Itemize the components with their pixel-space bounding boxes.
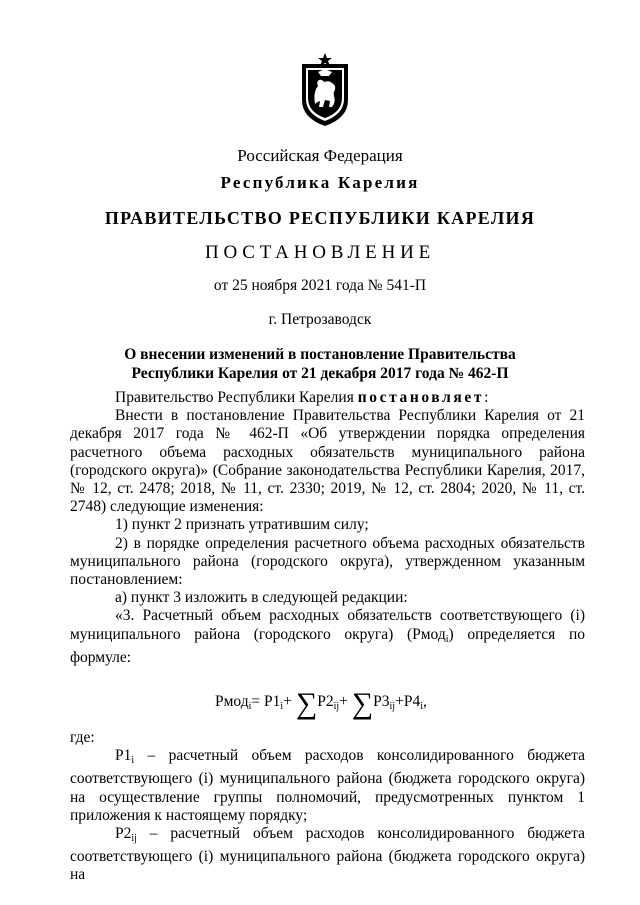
formula-eq: = Р1 <box>251 693 281 711</box>
document-city: г. Петрозаводск <box>268 311 372 328</box>
paragraph-item-2: 2) в порядке определения расчетного объема расходных обязательств муниципального района (городского округа), утвержденном указанным постановлением: <box>70 534 585 589</box>
clause-text-end: ) определяется по формуле: <box>70 625 585 666</box>
document-date: от 25 ноября 2021 года № 541-П <box>213 277 427 294</box>
paragraph-item-a: а) пункт 3 изложить в следующей редакции: <box>115 589 408 607</box>
definition-term: Р1 <box>115 747 132 765</box>
colon: : <box>484 389 489 406</box>
paragraph-amend: Внести в постановление Правительства Республики Карелия от 21 декабря 2017 года № 462-П «Об утверждении порядка определения расчетного объема расходных обязательств муниципального района (городского округа)» (Собрание законодательства Республики Карелия, 2017, № 12, ст. 2478; 2018, № 11, ст. 2330; 2019, № 12, ст. 2804; 2020, № 11, ст. 2748) следующие изменения: <box>70 407 585 516</box>
formula-term: +Р4 <box>395 693 421 711</box>
where-label: где: <box>70 729 95 747</box>
formula-term: Р2 <box>317 693 334 711</box>
definition-p1 <box>70 747 585 825</box>
resolves-word: постановляет <box>357 389 485 406</box>
paragraph-text: Правительство Республики Карелия <box>115 389 358 406</box>
paragraph-resolves <box>70 389 585 407</box>
government-name: ПРАВИТЕЛЬСТВО РЕСПУБЛИКИ КАРЕЛИЯ <box>104 208 536 228</box>
document-body <box>70 389 585 885</box>
sum-sign: ∑ <box>295 687 318 721</box>
title-line-1: О внесении изменений в постановление Правительства <box>124 346 516 363</box>
formula-sub: i <box>280 701 284 713</box>
formula-expression <box>215 689 427 719</box>
definition-sub: ij <box>131 833 137 845</box>
definition-text: – расчетный объем расходов консолидированного бюджета соответствующего (i) муниципального района (бюджета городского округа) на осуществление группы полномочий, предусмотренных пунктом 1 приложения к настоящему порядку; <box>70 747 585 824</box>
formula-sub: i <box>420 701 423 713</box>
definition-p2 <box>70 825 585 885</box>
formula-end: , <box>423 693 427 711</box>
paragraph-clause-3 <box>70 607 585 667</box>
definition-sub: i <box>131 755 135 767</box>
formula-term: Р3 <box>373 693 390 711</box>
subscript: i <box>445 633 449 645</box>
definition-term: Р2 <box>115 825 132 843</box>
formula <box>70 667 585 729</box>
formula-lhs: Рмод <box>215 693 249 711</box>
document-title <box>0 345 640 383</box>
formula-plus: + <box>283 693 296 711</box>
formula-sub: ij <box>333 701 340 713</box>
republic-name: Республика Карелия <box>220 173 420 192</box>
country-name: Российская Федерация <box>237 146 403 165</box>
formula-sub: i <box>248 701 252 713</box>
formula-plus: + <box>339 693 352 711</box>
karelia-coat-of-arms-icon <box>298 52 352 128</box>
document-type: ПОСТАНОВЛЕНИЕ <box>204 242 436 263</box>
formula-sub: ij <box>389 701 396 713</box>
definition-text: – расчетный объем расходов консолидированного бюджета соответствующего (i) муниципального района (бюджета городского округа) на <box>70 825 585 884</box>
paragraph-item-1: 1) пункт 2 признать утратившим силу; <box>115 516 369 534</box>
clause-text: «3. Расчетный объем расходных обязательств соответствующего (i) муниципального района (городского округа) (Рмод <box>70 607 585 643</box>
title-line-2: Республики Карелия от 21 декабря 2017 года № 462-П <box>131 365 509 382</box>
sum-sign: ∑ <box>351 687 374 721</box>
